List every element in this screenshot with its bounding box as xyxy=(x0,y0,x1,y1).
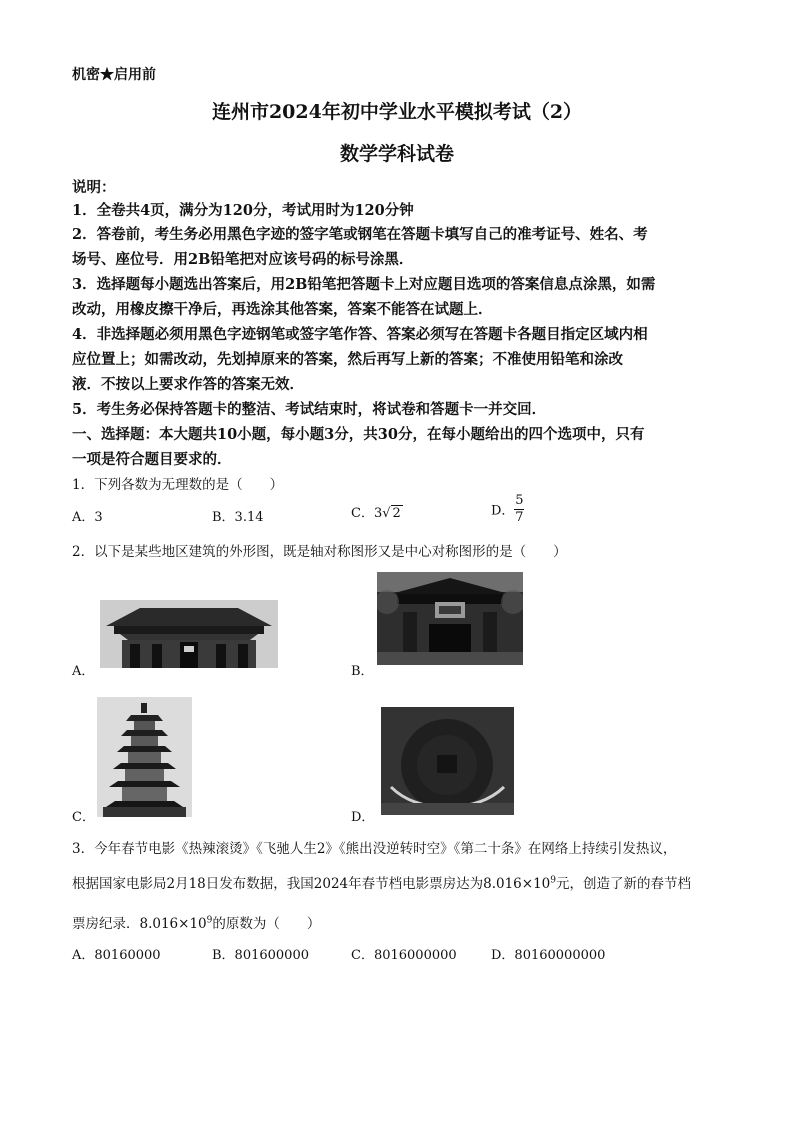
q3-option-d: D．80160000000 xyxy=(491,948,606,963)
fraction xyxy=(514,494,524,524)
question-3-line-1: 3．今年春节电影《热辣滚烫》《飞驰人生2》《熊出没逆转时空》《第二十条》在网络上持续引发热议， xyxy=(72,841,677,857)
exponent: 9 xyxy=(206,915,213,926)
q3-option-a: A．80160000 xyxy=(72,948,161,963)
q3-line3-text: 票房纪录．8.016×10 xyxy=(72,916,207,932)
instruction-line: 4．非选择题必须用黑色字迹钢笔或签字笔作答、答案必须写在答题卡各题目指定区域内相 xyxy=(72,326,648,343)
q3-option-c: C．8016000000 xyxy=(351,948,457,963)
radical-coefficient: 3 xyxy=(373,506,383,521)
question-3-line-2 xyxy=(72,872,691,892)
q1-option-c-label: C． xyxy=(351,506,374,521)
numerator: 5 xyxy=(515,493,524,508)
instruction-line: 应位置上；如需改动，先划掉原来的答案，然后再写上新的答案；不准使用铅笔和涂改 xyxy=(72,351,623,368)
question-2-stem: 2．以下是某些地区建筑的外形图，既是轴对称图形又是中心对称图形的是（ ） xyxy=(72,544,567,560)
instructions-heading: 说明： xyxy=(72,179,116,196)
radicand: 2 xyxy=(392,506,401,521)
building-image-c xyxy=(97,697,192,817)
building-image-d xyxy=(381,707,514,815)
q3-option-b: B．801600000 xyxy=(212,948,309,963)
exponent: 9 xyxy=(550,875,556,886)
q1-option-d xyxy=(491,494,524,524)
q3-line2-text-end: 元，创造了新的春节档 xyxy=(556,876,691,892)
q1-option-c-radical xyxy=(374,506,403,521)
q2-option-b-label: B． xyxy=(351,664,374,679)
building-image-b xyxy=(377,572,523,665)
building-image-a xyxy=(100,600,278,668)
sqrt-sign-icon: √ xyxy=(382,506,391,521)
instruction-line: 1．全卷共4页，满分为120分，考试用时为120分钟 xyxy=(72,202,414,219)
instruction-line: 2．答卷前，考生务必用黑色字迹的签字笔或钢笔在答题卡填写自己的准考证号、姓名、考 xyxy=(72,226,648,243)
q2-option-c-label: C． xyxy=(72,810,95,825)
q2-option-a-label: A． xyxy=(72,664,95,679)
instruction-line: 改动，用橡皮擦干净后，再选涂其他答案，答案不能答在试题上． xyxy=(72,301,493,318)
q3-line3-text-end: 的原数为（ ） xyxy=(212,916,321,932)
q1-option-c xyxy=(351,502,403,521)
question-1-stem: 1．下列各数为无理数的是（ ） xyxy=(72,477,284,493)
exam-subtitle: 数学学科试卷 xyxy=(339,143,454,165)
q1-option-d-label: D． xyxy=(491,503,515,519)
section-heading: 一、选择题：本大题共10小题，每小题3分，共30分，在每小题给出的四个选项中，只有 xyxy=(72,426,645,443)
instruction-line: 5．考生务必保持答题卡的整洁、考试结束时，将试卷和答题卡一并交回． xyxy=(72,401,547,418)
q3-line2-text: 根据国家电影局2月18日发布数据，我国2024年春节档电影票房达为8.016×10 xyxy=(72,876,551,892)
exam-title: 连州市2024年初中学业水平模拟考试（2） xyxy=(211,101,583,123)
confidential-mark: 机密★启用前 xyxy=(72,67,156,83)
q2-option-d-label: D． xyxy=(351,810,375,825)
instruction-line: 3．选择题每小题选出答案后，用2B铅笔把答题卡上对应题目选项的答案信息点涂黑，如需 xyxy=(72,276,656,293)
instruction-line: 场号、座位号．用2B铅笔把对应该号码的标号涂黑． xyxy=(72,251,414,268)
instruction-line: 液．不按以上要求作答的答案无效． xyxy=(72,376,304,393)
denominator: 7 xyxy=(515,509,524,525)
q1-option-b: B．3.14 xyxy=(212,510,264,525)
section-heading: 一项是符合题目要求的． xyxy=(72,451,232,468)
q1-option-a: A．3 xyxy=(72,510,103,525)
question-3-line-3 xyxy=(72,912,320,932)
